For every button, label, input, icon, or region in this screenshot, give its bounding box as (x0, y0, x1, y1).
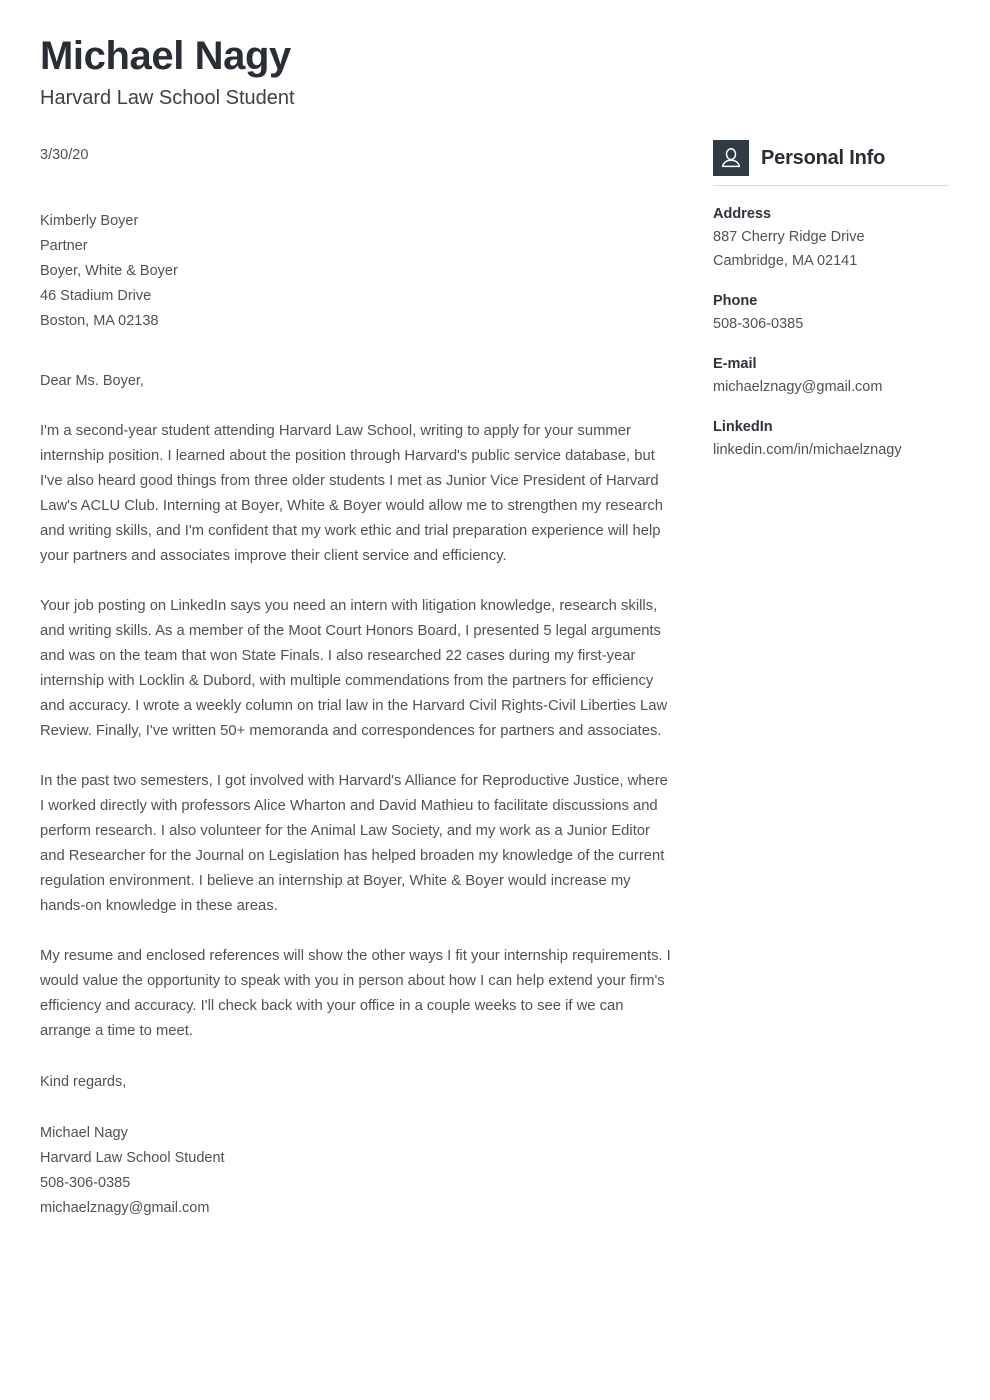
letter-paragraph: I'm a second-year student attending Harvard Law School, writing to apply for your summer internship position. I learned about the position through Harvard's public service database, but I've also heard good things from three older students I met as Junior Vice President of Harvard Law's ACLU Club. Interning at Boyer, White & Boyer would allow me to strengthen my research and writing skills, and I'm confident that my work ethic and trial preparation experience will help your partners and associates improve their client service and efficiency. (40, 422, 663, 564)
info-value: 887 Cherry Ridge Drive (713, 229, 865, 245)
info-label: LinkedIn (713, 419, 773, 435)
info-value-email[interactable]: michaelznagy@gmail.com (713, 379, 883, 395)
sidebar-title: Personal Info (761, 147, 886, 169)
info-group-linkedin (713, 416, 949, 462)
info-label: E-mail (713, 356, 757, 372)
document-header (40, 34, 740, 111)
recipient-address-block (40, 209, 672, 334)
recipient-line: Boyer, White & Boyer (40, 262, 178, 279)
recipient-line: 46 Stadium Drive (40, 287, 152, 304)
recipient-line: Partner (40, 237, 88, 254)
signature-block (40, 1121, 672, 1221)
letter-paragraph: Your job posting on LinkedIn says you need an intern with litigation knowledge, research skills, and writing skills. As a member of the Moot Court Honors Board, I presented 5 legal arguments and was on the team that won State Finals. I also researched 22 cases during my first-year internship with Locklin & Dubord, with multiple commendations from the partners for efficiency and accuracy. I wrote a weekly column on trial law in the Harvard Civil Rights-Civil Liberties Law Review. Finally, I've written 50+ memoranda and correspondences for partners and associates. (40, 597, 668, 739)
info-group-email (713, 353, 949, 399)
info-group-address (713, 203, 949, 273)
recipient-line: Boston, MA 02138 (40, 312, 159, 329)
person-icon (713, 140, 749, 176)
signature-line: michaelznagy@gmail.com (40, 1199, 210, 1216)
salutation: Dear Ms. Boyer, (40, 372, 144, 389)
letter-paragraph: My resume and enclosed references will show the other ways I fit your internship requirements. I would value the opportunity to speak with you in person about how I can help extend your firm's efficiency and accuracy. I'll check back with your office in a couple weeks to see if we can arrange a time to meet. (40, 947, 671, 1039)
info-group-phone (713, 290, 949, 336)
sidebar-header (713, 140, 949, 186)
page-title: Michael Nagy (40, 34, 291, 78)
signature-line: 508-306-0385 (40, 1174, 131, 1191)
letter-body (40, 145, 672, 1221)
info-label: Phone (713, 293, 758, 309)
personal-info-sidebar (713, 140, 949, 462)
job-title: Harvard Law School Student (40, 86, 295, 109)
closing-phrase: Kind regards, (40, 1073, 127, 1090)
letter-date: 3/30/20 (40, 147, 89, 163)
info-value: Cambridge, MA 02141 (713, 253, 858, 269)
info-label: Address (713, 206, 772, 222)
recipient-line: Kimberly Boyer (40, 212, 139, 229)
letter-paragraph: In the past two semesters, I got involved with Harvard's Alliance for Reproductive Justice, where I worked directly with professors Alice Wharton and David Mathieu to facilitate discussions and perform research. I also volunteer for the Animal Law Society, and my work as a Junior Editor and Researcher for the Journal on Legislation has helped broaden my knowledge of the current regulation environment. I believe an internship at Boyer, White & Boyer would increase my hands-on knowledge in these areas. (40, 772, 668, 914)
signature-line: Harvard Law School Student (40, 1149, 225, 1166)
signature-line: Michael Nagy (40, 1124, 128, 1141)
info-value: 508-306-0385 (713, 316, 804, 332)
info-value-linkedin[interactable]: linkedin.com/in/michaelznagy (713, 442, 902, 458)
